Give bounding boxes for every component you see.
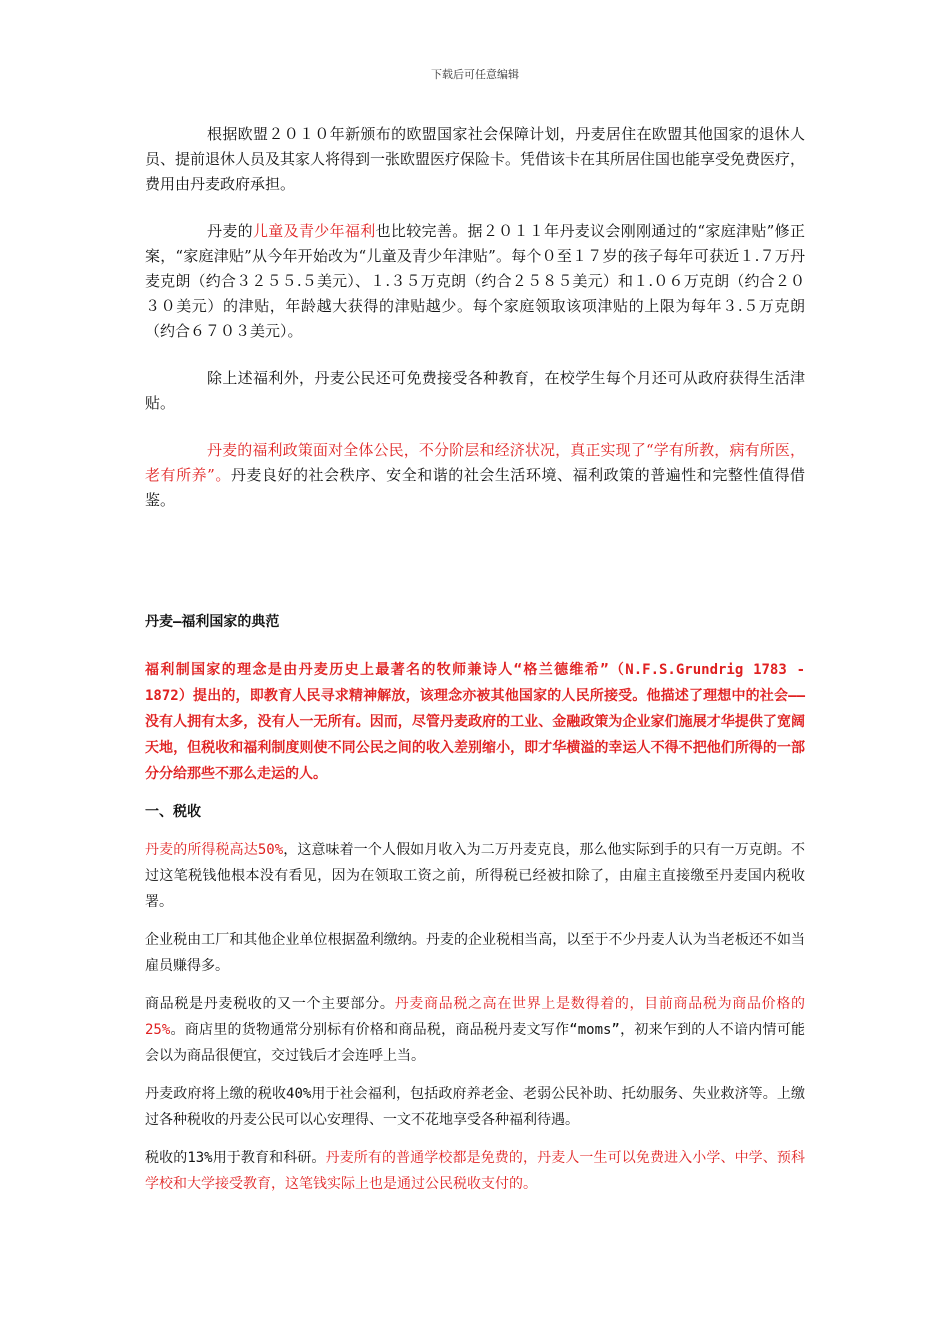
- welfare-state-intro: 福利制国家的理念是由丹麦历史上最著名的牧师兼诗人“格兰德维希”（N.F.S.Grundrig 1783 - 1872）提出的，即教育人民寻求精神解放，该理念亦被其他国家的人民所接受。他描述了理想中的社会——没有人拥有太多，没有人一无所有。因而，尽管丹麦政府的工业、金融政策为企业家们施展才华提供了宽阔天地，但税收和福利制度则使不同公民之间的收入差别缩小，即才华横溢的幸运人不得不把他们所得的一部分分给那些不那么走运的人。: [145, 662, 805, 782]
- paragraph-eu-medical-card: 根据欧盟２０１０年新颁布的欧盟国家社会保障计划，丹麦居住在欧盟其他国家的退休人员、提前退休人员及其家人将得到一张欧盟医疗保险卡。凭借该卡在其所居住国也能享受免费医疗，费用由丹麦政府承担。: [145, 125, 806, 193]
- goods-tax-highlight: 丹麦商品税之高在世界上是数得着的，目前商品税为商品价格的25%: [145, 996, 806, 1038]
- tax-welfare-use-paragraph: 丹麦政府将上缴的税收40%用于社会福利，包括政府养老金、老弱公民补助、托幼服务、失业救济等。上缴过各种税收的丹麦公民可以心安理得、一文不花地享受各种福利待遇。: [145, 1086, 805, 1128]
- income-tax-highlight: 丹麦的所得税高达50%: [145, 842, 284, 858]
- free-education-highlight: 丹麦所有的普通学校都是免费的，丹麦人一生可以免费进入小学、中学、预科学校和大学接受教育，这笔钱实际上也是通过公民税收支付的。: [145, 1150, 805, 1192]
- child-youth-welfare-link[interactable]: 儿童及青少年福利: [252, 222, 376, 240]
- goods-tax-body: 。商店里的货物通常分别标有价格和商品税，商品税丹麦文写作“moms”，初来乍到的人不谙内情可能会以为商品很便宜，交过钱后才会连呼上当。: [145, 1022, 805, 1064]
- paragraph-child-benefit-pre: 丹麦的: [207, 222, 253, 240]
- corporate-tax-paragraph: 企业税由工厂和其他企业单位根据盈利缴纳。丹麦的企业税相当高，以至于不少丹麦人认为当老板还不如当雇员赚得多。: [145, 932, 805, 974]
- income-tax-paragraph: [145, 837, 805, 915]
- paragraph-education: 除上述福利外，丹麦公民还可免费接受各种教育，在校学生每个月还可从政府获得生活津贴。: [145, 369, 805, 412]
- paragraph-child-benefit-body: 也比较完善。据２０１１年丹麦议会刚刚通过的“家庭津贴”修正案，“家庭津贴”从今年开始改为“儿童及青少年津贴”。每个０至１７岁的孩子每年可获近１.７万丹麦克朗（约合３２５５.５美元）、１.３５万克朗（约合２５８５美元）和１.０６万克朗（约合２０３０美元）的津贴，年龄越大获得的津贴越少。每个家庭领取该项津贴的上限为每年３.５万克朗（约合６７０３美元）。: [145, 222, 805, 340]
- welfare-policy-highlight: 丹麦的福利政策面对全体公民，不分阶层和经济状况，真正实现了“学有所教，病有所医，老有所养”。: [145, 441, 805, 484]
- income-tax-body: ，这意味着一个人假如月收入为二万丹麦克良，那么他实际到手的只有一万克朗。不过这笔税钱他根本没有看见，因为在领取工资之前，所得税已经被扣除了，由雇主直接缴至丹麦国内税收署。: [145, 842, 805, 910]
- paragraph-welfare-policy: [145, 438, 805, 513]
- paragraph-child-benefit: [145, 219, 805, 344]
- welfare-policy-conclusion: 丹麦良好的社会秩序、安全和谐的社会生活环境、福利政策的普遍性和完整性值得借鉴。: [145, 466, 805, 509]
- education-tax-pre: 税收的13%用于教育和科研。: [145, 1150, 326, 1166]
- page-header: 下载后可任意编辑: [431, 68, 519, 81]
- education-tax-paragraph: [145, 1145, 805, 1197]
- goods-tax-paragraph: [145, 991, 805, 1069]
- document-body: [145, 122, 805, 1209]
- section-spacer: [145, 535, 805, 611]
- section-title: 丹麦—福利国家的典范: [145, 614, 280, 630]
- tax-heading: 一、税收: [145, 804, 201, 820]
- goods-tax-pre: 商品税是丹麦税收的又一个主要部分。: [145, 996, 395, 1012]
